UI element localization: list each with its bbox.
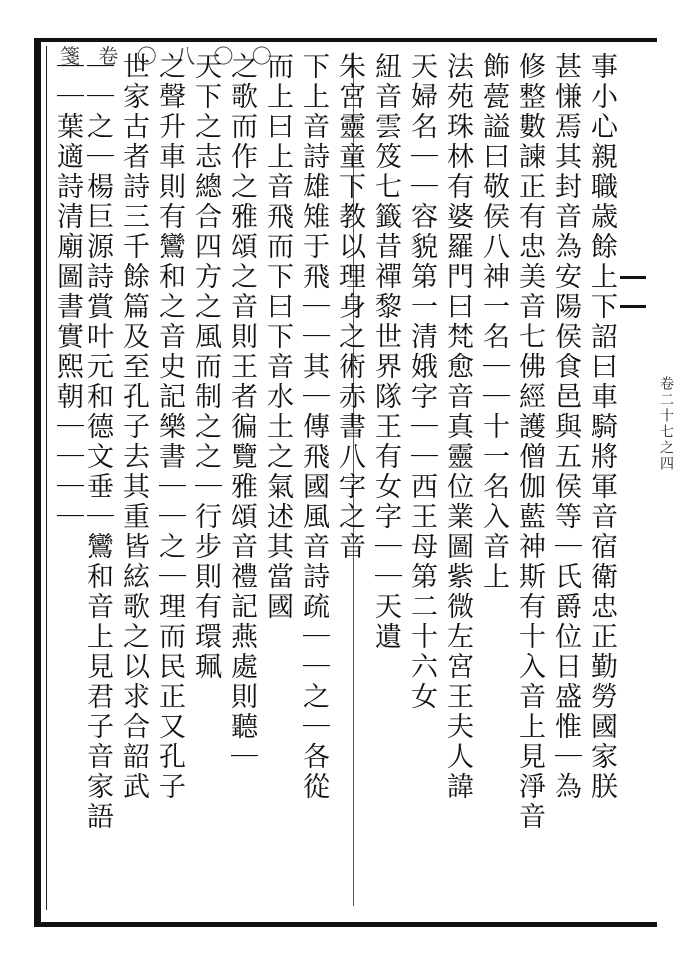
- text-column-14: 世家古者詩三千餘篇及至孔子去其重皆絃歌之以求合韶武: [118, 52, 149, 802]
- text-column-4: 飾甍謚曰敬侯八神一名｜｜十一名入音上: [478, 52, 509, 592]
- folio-label: 卷二十七之四: [658, 376, 674, 472]
- text-column-8: 朱宮靈童下教以理身之術赤書八字之音: [334, 52, 365, 562]
- text-column-5: 法苑珠林有婆羅門曰梵愈音真靈位業圖紫微左宮王夫人諱: [442, 52, 473, 802]
- text-column-11: 之歌而作之雅頌之音則王者徧覽雅頌音禮記燕處則聽｜: [226, 52, 257, 772]
- text-column-13: 之聲升車則有鸞和之音史記樂書｜｜之｜理而民正又孔子: [154, 52, 185, 802]
- text-column-2: 甚慊焉其封音為安陽侯食邑與五侯等｜氏爵位日盛惟｜為: [550, 52, 581, 802]
- text-column-9: 下上音詩雄雉于飛｜｜其｜傳飛國風音詩疏｜｜之｜各從: [298, 52, 329, 802]
- text-column-10: 而上曰上音飛而下曰下音水土之氣述其當國: [262, 52, 293, 622]
- running-title: 箋 卷 〇 八 〇 〇: [60, 44, 278, 68]
- text-column-6: 天婦名｜｜容貌第一清娥字｜｜西王母第二十六女: [406, 52, 437, 712]
- text-column-1: 事小心親職歳餘上下詔曰車騎將軍音宿衛忠正勤勞國家朕: [586, 52, 617, 802]
- text-column-12: 天下之志總合四方之風而制之之｜行步則有環珮: [190, 52, 221, 682]
- text-column-15: ｜｜之｜楊巨源詩賞叶元和德文垂｜鸞和音上見君子音家語: [82, 52, 113, 832]
- text-column-7: 紐音雲笈七籤昔禪黎世界隊王有女字｜｜天遺: [370, 52, 401, 652]
- frame-notch: [620, 276, 646, 308]
- text-column-3: 修整數諫正有忠美音七佛經護僧伽藍神斯有十入音上見淨音: [514, 52, 545, 832]
- text-column-16: ｜｜葉適詩清廟圖書實熙朝｜｜｜｜: [52, 52, 83, 532]
